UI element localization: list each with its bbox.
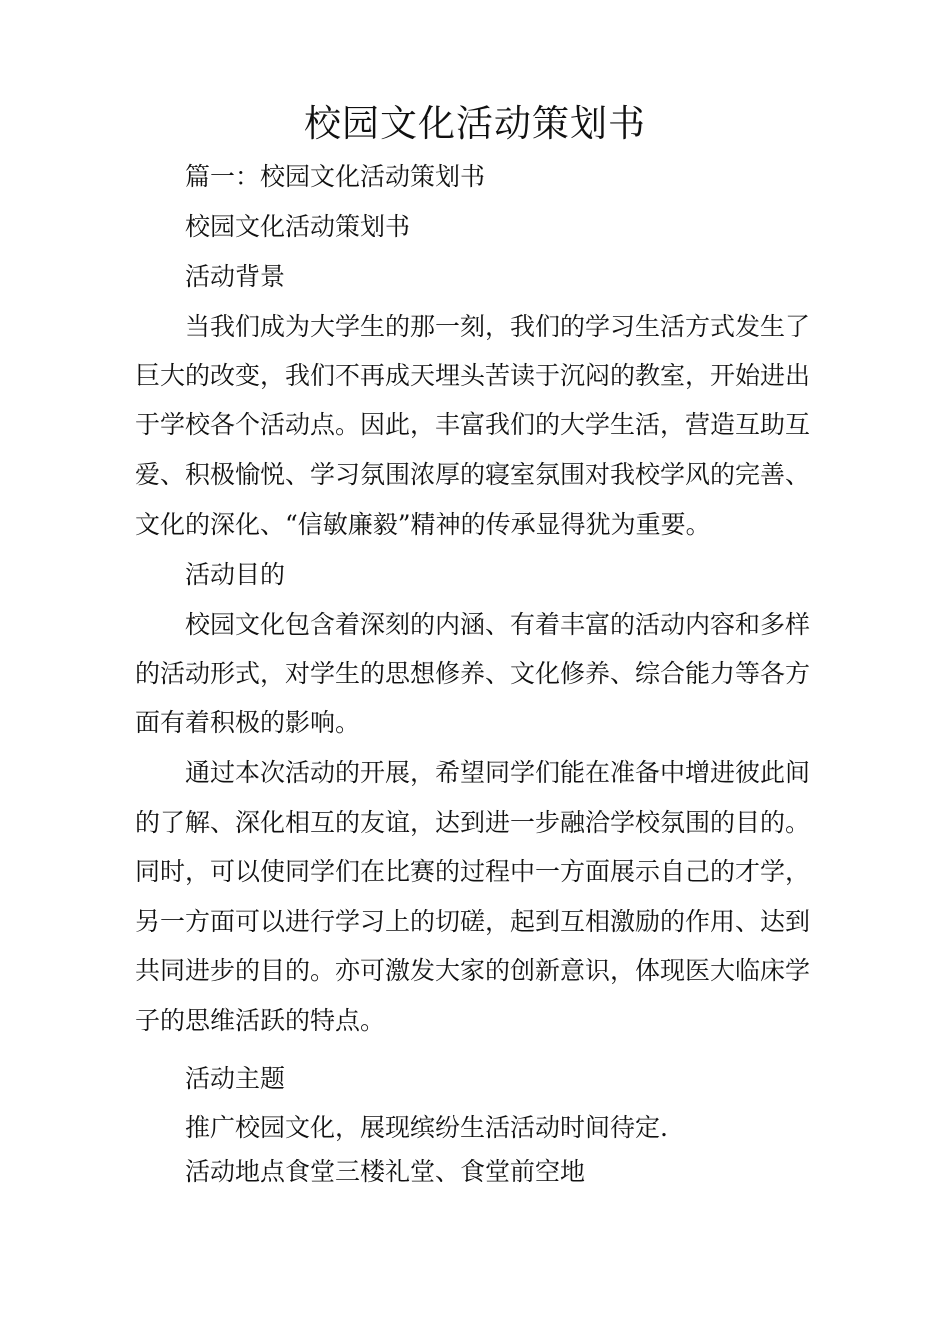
paragraph-line: 于学校各个活动点。因此，丰富我们的大学生活，营造互助互 (135, 410, 811, 439)
paragraph-line: 校园文化包含着深刻的内涵、有着丰富的活动内容和多样 (185, 610, 811, 639)
paragraph-line: 推广校园文化，展现缤纷生活活动时间待定. (185, 1113, 668, 1142)
paragraph-line: 面有着积极的影响。 (135, 708, 361, 737)
paragraph-line: 当我们成为大学生的那一刻，我们的学习生活方式发生了 (185, 312, 811, 341)
paragraph-line: 共同进步的目的。亦可激发大家的创新意识，体现医大临床学 (135, 956, 811, 985)
section-heading-chapter: 篇一：校园文化活动策划书 (185, 162, 486, 191)
paragraph-line: 同时，可以使同学们在比赛的过程中一方面展示自己的才学， (135, 857, 811, 886)
paragraph-line: 活动地点食堂三楼礼堂、食堂前空地 (185, 1157, 586, 1186)
paragraph-line: 另一方面可以进行学习上的切磋，起到互相激励的作用、达到 (135, 907, 811, 936)
paragraph-line: 的了解、深化相互的友谊，达到进一步融洽学校氛围的目的。 (135, 808, 811, 837)
section-heading-theme: 活动主题 (185, 1064, 286, 1093)
paragraph-line: 文化的深化、“信敏廉毅”精神的传承显得犹为重要。 (135, 510, 711, 539)
section-heading-background: 活动背景 (185, 262, 286, 291)
paragraph-line: 通过本次活动的开展，希望同学们能在准备中增进彼此间 (185, 758, 811, 787)
document-title: 校园文化活动策划书 (304, 102, 646, 145)
paragraph-line: 爱、积极愉悦、学习氛围浓厚的寝室氛围对我校学风的完善、 (135, 460, 811, 489)
section-heading-purpose: 活动目的 (185, 560, 286, 589)
section-heading-subtitle: 校园文化活动策划书 (185, 212, 411, 241)
paragraph-line: 子的思维活跃的特点。 (135, 1006, 386, 1035)
paragraph-line: 巨大的改变，我们不再成天埋头苦读于沉闷的教室，开始进出 (135, 361, 811, 390)
paragraph-line: 的活动形式，对学生的思想修养、文化修养、综合能力等各方 (135, 659, 811, 688)
